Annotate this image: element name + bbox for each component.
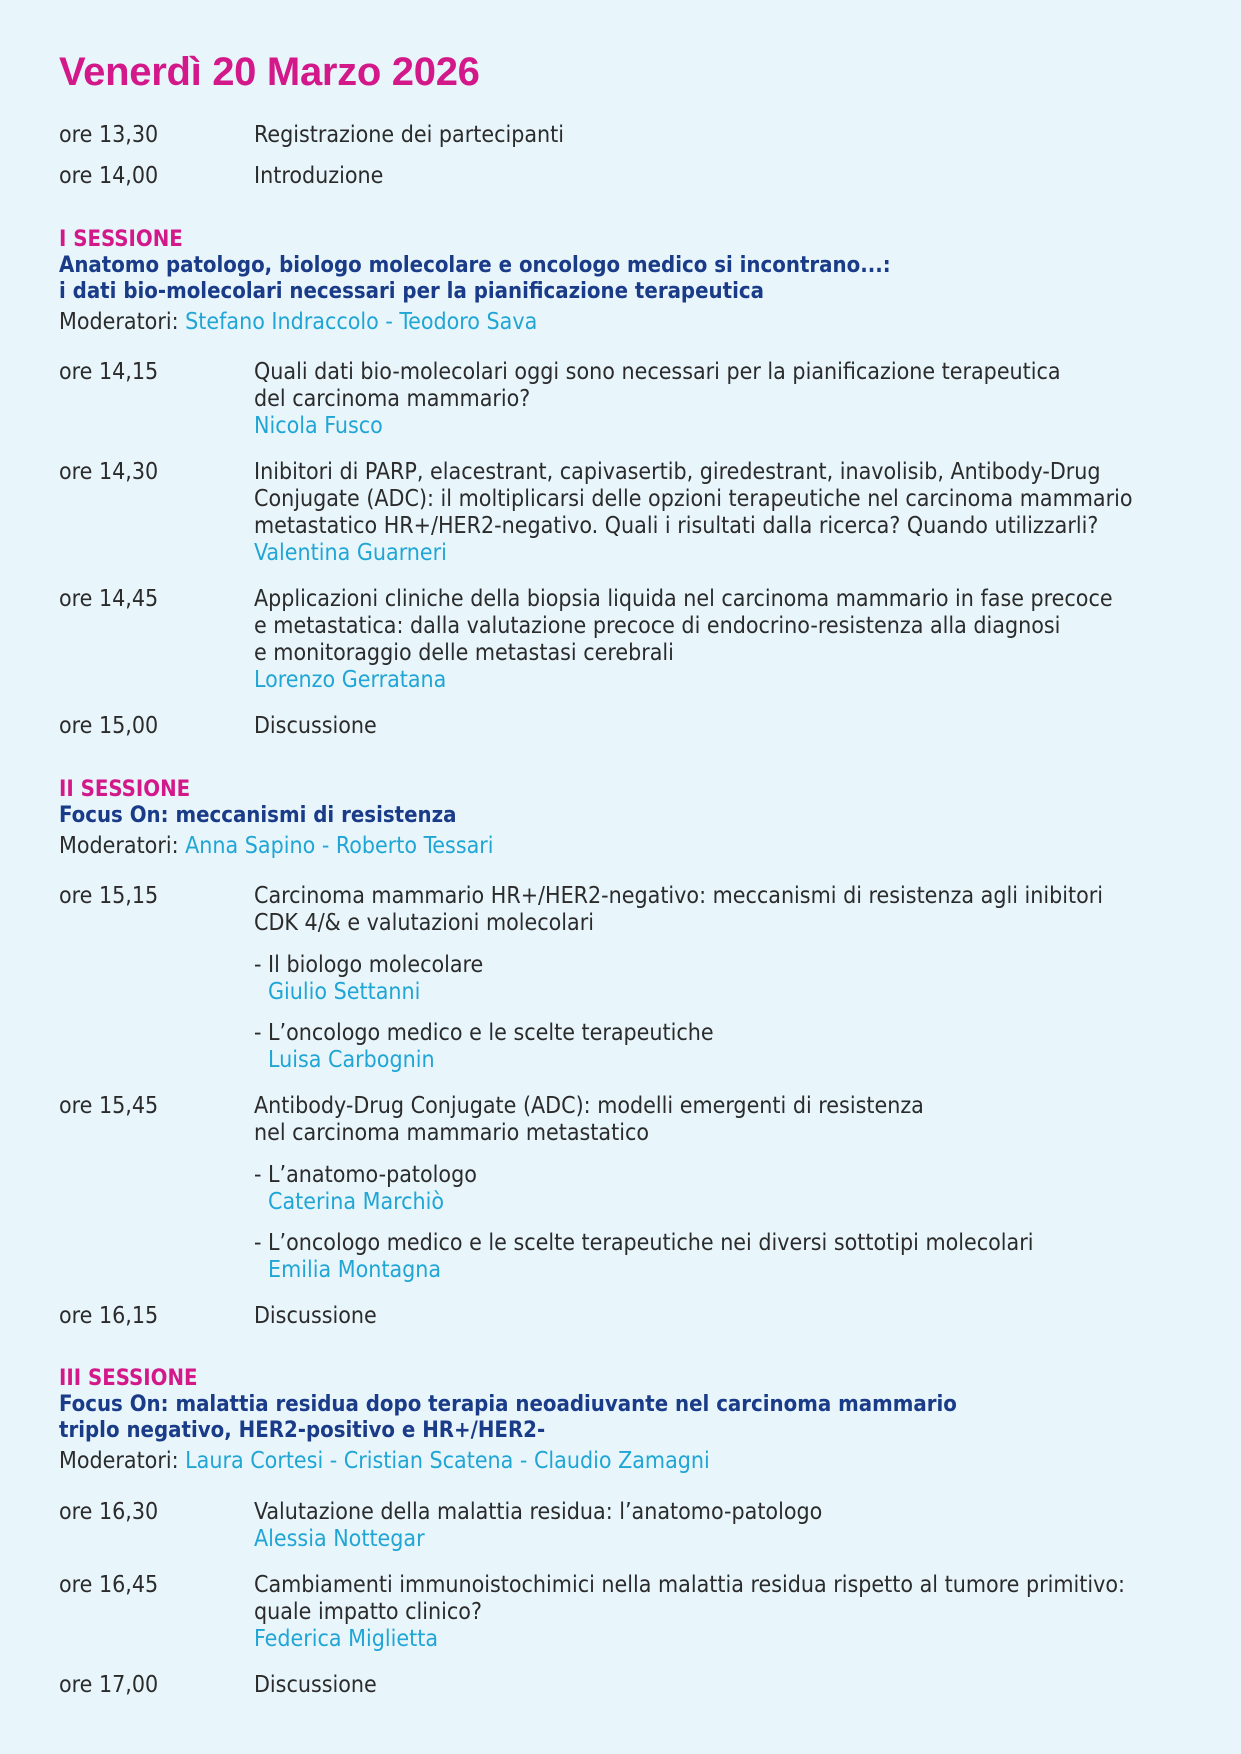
speaker: Caterina Marchiò xyxy=(268,1189,445,1215)
talk-title: metastatico HR+/HER2-negativo. Quali i risultati dalla ricerca? Quando utilizzarli? xyxy=(254,513,1099,539)
moderators xyxy=(59,1447,957,1475)
talk-title: CDK 4/& e valutazioni molecolari xyxy=(254,910,594,936)
session-title: Focus On: malattia residua dopo terapia neoadiuvante nel carcinoma mammario xyxy=(59,1392,957,1417)
session-title: triplo negativo, HER2-positivo e HR+/HER2- xyxy=(59,1418,546,1443)
session-label: I SESSIONE xyxy=(59,227,183,252)
sub-talk xyxy=(254,1020,714,1074)
speaker: Luisa Carbognin xyxy=(268,1047,435,1073)
talk-title: Cambiamenti immunoistochimici nella malattia residua rispetto al tumore primitivo: xyxy=(254,1572,1125,1598)
talk xyxy=(254,359,1194,440)
moderators xyxy=(59,308,891,336)
talk-title: quale impatto clinico? xyxy=(254,1599,482,1625)
talk-title: Quali dati bio-molecolari oggi sono necessari per la pianificazione terapeutica xyxy=(254,359,1061,385)
talk-title: e monitoraggio delle metastasi cerebrali xyxy=(254,640,674,666)
sub-talk-title: - L’oncologo medico e le scelte terapeutiche nei diversi sottotipi molecolari xyxy=(254,1230,1034,1256)
talk-title: Applicazioni cliniche della biopsia liquida nel carcinoma mammario in fase precoce xyxy=(254,586,1113,612)
talk xyxy=(254,713,1194,740)
talk xyxy=(254,883,1194,937)
talk-title: del carcinoma mammario? xyxy=(254,386,531,412)
talk-title: nel carcinoma mammario metastatico xyxy=(254,1120,649,1146)
speaker: Federica Miglietta xyxy=(254,1626,439,1652)
session-header xyxy=(59,777,494,860)
sub-talk xyxy=(254,1162,477,1216)
time: ore 14,30 xyxy=(59,459,159,485)
moderators-names: Anna Sapino - Roberto Tessari xyxy=(185,833,494,859)
time: ore 15,00 xyxy=(59,713,159,739)
talk-title: e metastatica: dalla valutazione precoce di endocrino-resistenza alla diagnosi xyxy=(254,613,1061,639)
sub-talk-title: - L’anatomo-patologo xyxy=(254,1162,477,1188)
talk xyxy=(254,459,1194,567)
sub-talk-title: - L’oncologo medico e le scelte terapeutiche xyxy=(254,1020,714,1046)
time: ore 15,45 xyxy=(59,1093,159,1119)
session-header xyxy=(59,1366,957,1475)
session-title: i dati bio-molecolari necessari per la pianificazione terapeutica xyxy=(59,279,764,304)
speaker: Valentina Guarneri xyxy=(254,540,447,566)
time: ore 14,00 xyxy=(59,163,159,189)
speaker: Emilia Montagna xyxy=(268,1257,442,1283)
talk-title: Discussione xyxy=(254,1303,377,1329)
talk xyxy=(254,1093,1194,1147)
time: ore 16,15 xyxy=(59,1303,159,1329)
session-title: Focus On: meccanismi di resistenza xyxy=(59,803,457,828)
moderators-names: Stefano Indraccolo - Teodoro Sava xyxy=(185,309,538,335)
time: ore 17,00 xyxy=(59,1672,159,1698)
session-label: II SESSIONE xyxy=(59,777,191,802)
time: ore 15,15 xyxy=(59,883,159,909)
time: ore 14,45 xyxy=(59,586,159,612)
talk xyxy=(254,1499,1194,1553)
time: ore 13,30 xyxy=(59,122,159,148)
item-text: Introduzione xyxy=(254,163,384,189)
time: ore 16,30 xyxy=(59,1499,159,1525)
session-header xyxy=(59,227,891,336)
moderators xyxy=(59,832,494,860)
talk-title: Antibody-Drug Conjugate (ADC): modelli emergenti di resistenza xyxy=(254,1093,924,1119)
talk-title: Conjugate (ADC): il moltiplicarsi delle opzioni terapeutiche nel carcinoma mammario xyxy=(254,486,1133,512)
time: ore 16,45 xyxy=(59,1572,159,1598)
day-title: Venerdì 20 Marzo 2026 xyxy=(59,50,480,94)
session-label: III SESSIONE xyxy=(59,1366,198,1391)
item-text: Registrazione dei partecipanti xyxy=(254,122,565,148)
sub-talk-title: - Il biologo molecolare xyxy=(254,952,484,978)
speaker: Giulio Settanni xyxy=(268,979,421,1005)
talk xyxy=(254,1672,1194,1699)
talk xyxy=(254,1303,1194,1330)
moderators-label: Moderatori: xyxy=(59,1448,179,1474)
speaker: Lorenzo Gerratana xyxy=(254,667,447,693)
moderators-label: Moderatori: xyxy=(59,833,179,859)
talk-title: Discussione xyxy=(254,1672,377,1698)
talk xyxy=(254,586,1194,694)
time: ore 14,15 xyxy=(59,359,159,385)
moderators-label: Moderatori: xyxy=(59,309,179,335)
sub-talk xyxy=(254,952,483,1006)
sub-talk xyxy=(254,1230,1033,1284)
talk-title: Discussione xyxy=(254,713,377,739)
moderators-names: Laura Cortesi - Cristian Scatena - Claudio Zamagni xyxy=(185,1448,710,1474)
talk-title: Carcinoma mammario HR+/HER2-negativo: meccanismi di resistenza agli inibitori xyxy=(254,883,1104,909)
talk xyxy=(254,1572,1194,1653)
talk-title: Inibitori di PARP, elacestrant, capivasertib, giredestrant, inavolisib, Antibody-Drug xyxy=(254,459,1101,485)
speaker: Nicola Fusco xyxy=(254,413,383,439)
speaker: Alessia Nottegar xyxy=(254,1526,425,1552)
session-title: Anatomo patologo, biologo molecolare e oncologo medico si incontrano...: xyxy=(59,253,891,278)
talk-title: Valutazione della malattia residua: l’anatomo-patologo xyxy=(254,1499,823,1525)
